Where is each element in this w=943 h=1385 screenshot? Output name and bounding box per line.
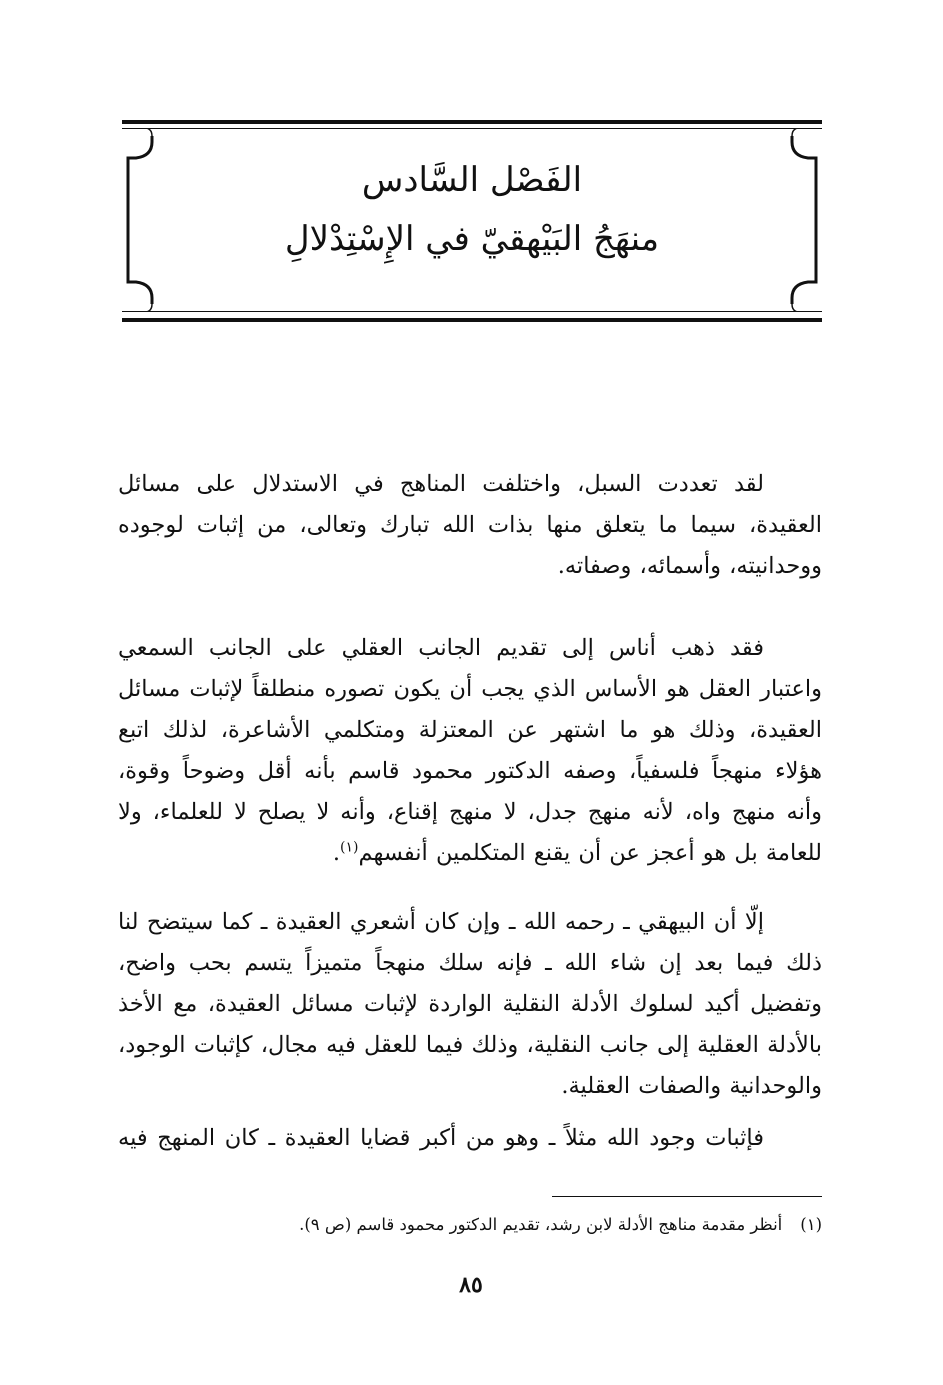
page-number: ٨٥ [459,1272,483,1298]
footnote-marker: (١) [800,1215,822,1234]
chapter-subtitle: منهَجُ البَيْهقيّ في الإِسْتِدْلالِ [284,219,660,259]
footnote-text: أنظر مقدمة مناهج الأدلة لابن رشد، تقديم الدكتور محمود قاسم (ص ٩). [299,1215,783,1234]
footnote-reference: (١) [340,839,359,856]
footnote-separator [552,1196,822,1197]
paragraph-2-text: فقد ذهب أناس إلى تقديم الجانب العقلي على الجانب السمعي واعتبار العقل هو الأساس الذي يجب أن يكون تصوره منطلقاً لإثبات مسائل العقيدة، وذلك هو ما اشتهر عن المعتزلة ومتكلمي الأشاعرة، لذلك اتبع هؤلاء منهجاً فلسفياً، وصفه الدكتور محمود قاسم بأنه أقل وضوحاً وقوة، وأنه منهج واه، لأنه منهج جدل، لا منهج إقناع، وأنه لا يصلح لا للعلماء، ولا للعامة بل هو أعجز عن أن يقنع المتكلمين أنفسهم [118,635,822,866]
chapter-title: الفَصْل السَّادس [361,160,583,200]
header-frame-bottom-thin-rule [122,311,822,312]
footnote [150,1210,822,1240]
paragraph-2-end: . [332,840,341,866]
paragraph-1: لقد تعددت السبل، واختلفت المناهج في الاستدلال على مسائل العقيدة، سيما ما يتعلق منها بذات الله تبارك وتعالى، من إثبات لوجوده ووحدانيته، وأسمائه، وصفاته. [118,471,822,579]
paragraph-4: فإثبات وجود الله مثلاً ـ وهو من أكبر قضايا العقيدة ـ كان المنهج فيه [118,1125,764,1151]
header-frame-top-thick-rule [122,120,822,124]
header-frame-bottom-thick-rule [122,318,822,322]
paragraph-2 [118,628,822,874]
paragraph-3: إلّا أن البيهقي ـ رحمه الله ـ وإن كان أشعري العقيدة ـ كما سيتضح لنا ذلك فيما بعد إن شاء الله ـ فإنه سلك منهجاً متميزاً يتسم بحب واضح، وتفضيل أكيد لسلوك الأدلة النقلية الواردة لإثبات مسائل العقيدة، مع الأخذ بالأدلة العقلية إلى جانب النقلية، وذلك فيما للعقل فيه مجال، كإثبات الوجود، والوحدانية والصفات العقلية. [118,909,822,1099]
